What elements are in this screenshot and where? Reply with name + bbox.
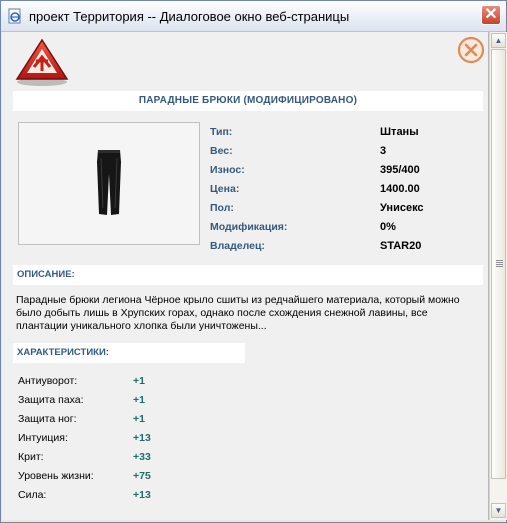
item-stats [210,124,480,257]
stat-label: Тип: [210,126,233,138]
characteristic-value: +1 [133,394,145,406]
round-close-icon[interactable] [456,35,486,65]
stat-row [210,124,480,143]
scroll-down-button[interactable]: ▼ [491,503,506,518]
characteristic-value: +1 [133,413,145,425]
characteristic-row [18,449,318,468]
characteristics-heading: ХАРАКТЕРИСТИКИ: [17,347,109,358]
characteristic-value: +33 [133,451,151,463]
stat-row [210,162,480,181]
stat-value: Штаны [380,126,419,138]
description-header [13,265,483,285]
page-icon [7,8,23,24]
characteristic-label: Защита паха: [18,394,84,406]
characteristic-value: +13 [133,432,151,444]
stat-label: Цена: [210,183,240,195]
characteristic-label: Сила: [18,489,47,501]
description-heading: ОПИСАНИЕ: [17,269,75,280]
characteristic-row [18,392,318,411]
stat-label: Вес: [210,145,233,157]
characteristic-label: Защита ног: [18,413,77,425]
stat-value: 3 [380,145,387,157]
characteristic-row [18,468,318,487]
stat-row [210,238,480,257]
stat-value: 395/400 [380,164,420,176]
characteristic-row [18,373,318,392]
dialog-content [2,32,489,520]
vertical-scrollbar[interactable] [489,32,507,520]
stat-row [210,200,480,219]
characteristic-row [18,411,318,430]
item-title: ПАРАДНЫЕ БРЮКИ (МОДИФИЦИРОВАНО) [138,95,358,106]
description-text: Парадные брюки легиона Чёрное крыло сшиты из редчайшего материала, который можно было добыть лишь в Хрупских горах, однако после схождения снежной лавины, все плантации уникального хлопка были уничтожены... [16,294,460,332]
stat-label: Пол: [210,202,234,214]
item-image-box [18,122,200,245]
grip-line [496,264,503,265]
characteristic-label: Уровень жизни: [18,470,94,482]
characteristic-row [18,487,318,506]
stat-value: STAR20 [380,240,422,252]
characteristics-header [13,343,245,363]
characteristic-row [18,430,318,449]
grip-line [496,262,503,263]
stat-label: Модификация: [210,221,288,233]
stat-row [210,181,480,200]
scroll-thumb[interactable] [491,49,506,479]
scroll-up-button[interactable]: ▲ [491,33,506,48]
stat-row [210,219,480,238]
characteristic-label: Крит: [18,451,44,463]
characteristic-value: +75 [133,470,151,482]
warning-triangle-logo [12,37,70,87]
stat-label: Владелец: [210,240,265,252]
title-bar[interactable] [1,1,506,32]
characteristic-value: +1 [133,375,145,387]
stat-value: Унисекс [380,202,424,214]
close-icon: ✕ [484,6,498,23]
pants-image [95,148,123,218]
grip-line [496,266,503,267]
stat-value: 0% [380,221,396,233]
window-close-button[interactable] [481,5,501,25]
item-title-banner [13,91,483,111]
stat-value: 1400.00 [380,183,420,195]
stat-row [210,143,480,162]
grip-line [496,260,503,261]
characteristic-label: Антиуворот: [18,375,78,387]
window-title: проект Территория -- Диалоговое окно веб-страницы [29,9,350,24]
stat-label: Износ: [210,164,245,176]
characteristic-label: Интуиция: [18,432,68,444]
characteristic-value: +13 [133,489,151,501]
characteristics-list [18,373,318,506]
